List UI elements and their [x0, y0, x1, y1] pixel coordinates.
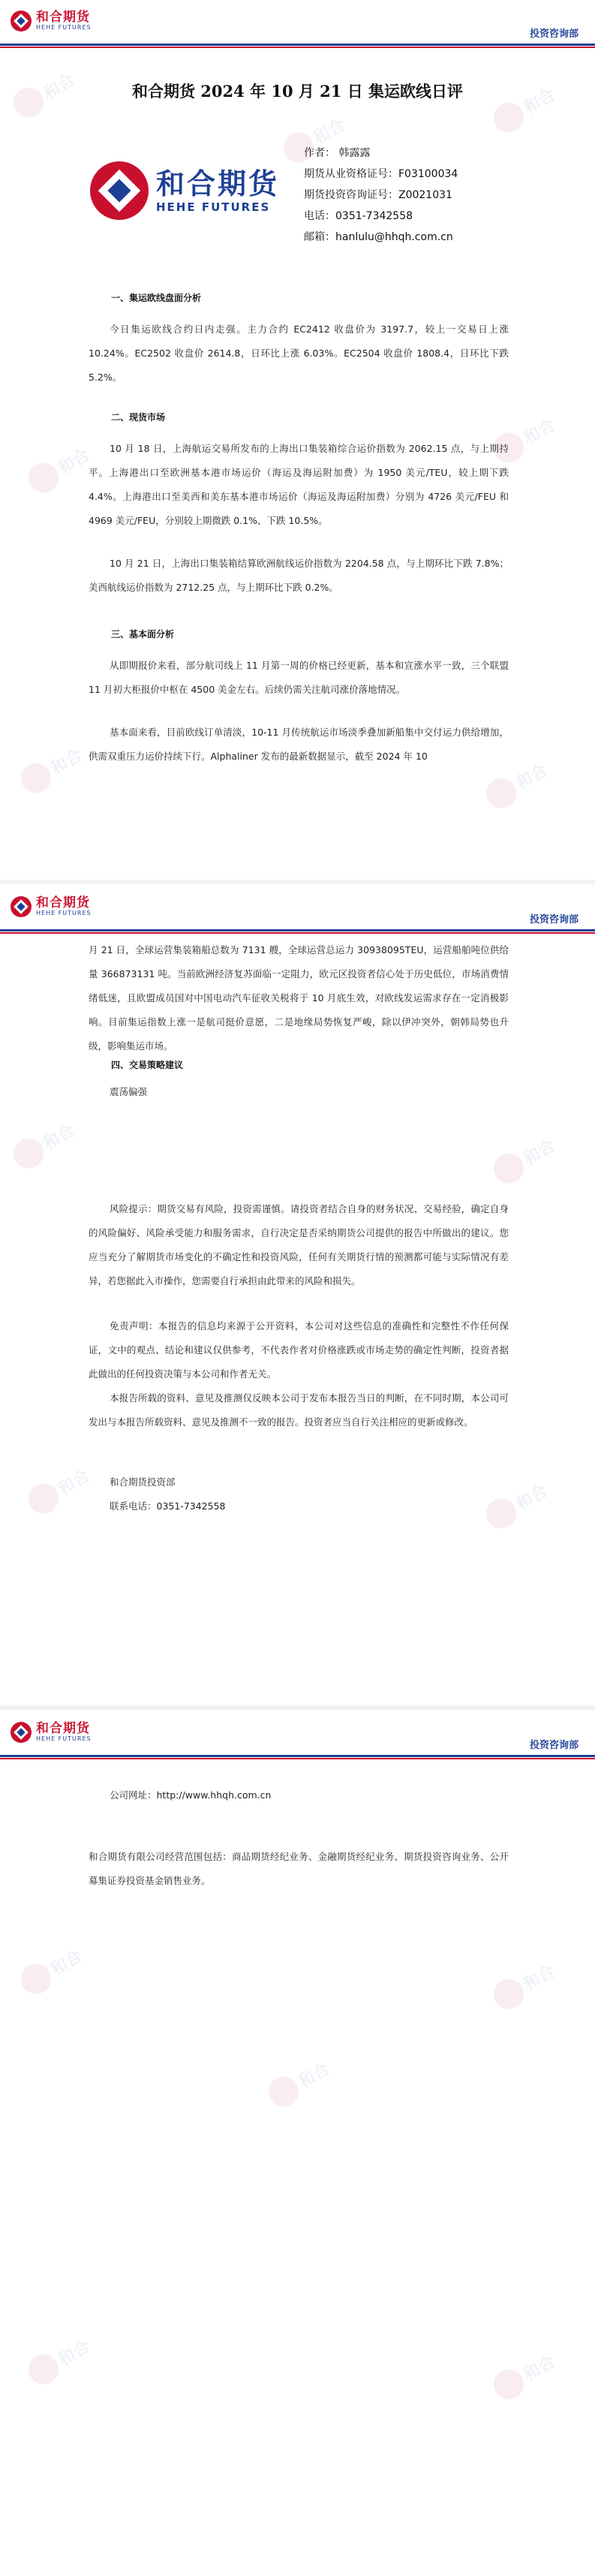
- author-consult-license: 期货投资咨询证号：Z0021031: [304, 189, 452, 201]
- cover-logo: [90, 161, 279, 220]
- section-2-para-1: 10 月 18 日，上海航运交易所发布的上海出口集装箱综合运价指数为 2062.15 点，与上期持平。上海港出口至欧洲基本港市场运价（海运及海运附加费）为 1950 美元/TEU，较上期下跌 4.4%。上海港出口至美西和美东基本港市场运价（海运及海运附加费）分别为 4726 美元/FEU 和 4969 美元/FEU，分别较上期微跌 0.1%、下跌 10.5%。: [89, 443, 509, 526]
- header-dept-label: 投资咨询部: [529, 914, 578, 925]
- header-divider-red: [0, 47, 595, 48]
- author-email: 邮箱：hanlulu@hhqh.com.cn: [304, 231, 453, 243]
- logo-mark-icon: [11, 1722, 32, 1743]
- section-1-para: 今日集运欧线合约日内走强。主力合约 EC2412 收盘价为 3197.7，较上一交易日上涨 10.24%。EC2502 收盘价 2614.8，日环比上涨 6.03%。EC2504 收盘价 1808.4，日环比下跌 5.2%。: [89, 324, 509, 383]
- page-1: [0, 0, 595, 878]
- disclaimer-para-1: 免责声明：本报告的信息均来源于公开资料，本公司对这些信息的准确性和完整性不作任何保证，文中的观点、结论和建议仅供参考，不代表作者对价格涨跌或市场走势的确定性判断，投资者据此做出的任何投资决策与本公司和作者无关。: [89, 1320, 509, 1380]
- header-divider-red: [0, 932, 595, 934]
- header-divider-blue: [0, 44, 595, 46]
- logo-mark-icon: [11, 896, 32, 917]
- contact-phone: 联系电话：0351-7342558: [110, 1500, 226, 1512]
- department-name: 和合期货投资部: [110, 1476, 176, 1488]
- header-dept-label: 投资咨询部: [529, 29, 578, 40]
- section-2-title: 二、现货市场: [111, 412, 166, 423]
- report-title: 和合期货 2024 年 10 月 21 日 集运欧线日评: [131, 82, 464, 101]
- header-brand-cn: 和合期货: [36, 895, 90, 910]
- page-header: [0, 886, 595, 935]
- page-2: [0, 886, 595, 1704]
- cover-logo-en: HEHE FUTURES: [156, 200, 271, 214]
- page-separator: [0, 1705, 595, 1710]
- header-brand-cn: 和合期货: [36, 1721, 90, 1736]
- author-name: 作者： 韩露露: [304, 147, 371, 159]
- section-3-para-2b: 月 21 日，全球运营集装箱船总数为 7131 艘，全球运营总运力 30938095TEU，运营船舶吨位供给量 366873131 吨。当前欧洲经济复苏面临一定阻力，欧元区投资者信心处于历史低位，市场消费情绪低迷，且欧盟成员国对中国电动汽车征收关税将于 10 月底生效，对欧线发运需求存在一定消极影响。目前集运指数上涨一是航司挺价意愿，二是地缘局势恢复严峻，除以伊冲突外，朝韩局势也升级，影响集运市场。: [89, 944, 509, 1052]
- author-license: 期货从业资格证号：F03100034: [304, 168, 458, 180]
- header-logo: [11, 1722, 92, 1743]
- company-website: 公司网址：http://www.hhqh.com.cn: [110, 1789, 272, 1801]
- cover-logo-cn: 和合期货: [156, 167, 280, 200]
- cover-logo-mark-icon: [90, 161, 149, 220]
- author-phone: 电话：0351-7342558: [304, 210, 413, 222]
- page-header: [0, 1711, 595, 1761]
- header-brand-en: HEHE FUTURES: [36, 910, 92, 916]
- header-logo: [11, 896, 92, 917]
- header-logo: [11, 11, 92, 32]
- header-brand-en: HEHE FUTURES: [36, 24, 92, 31]
- header-divider-red: [0, 1758, 595, 1759]
- author-info: [304, 143, 458, 248]
- page-separator: [0, 880, 595, 884]
- page-3: [0, 1711, 595, 2576]
- section-2-para-2: 10 月 21 日，上海出口集装箱结算欧洲航线运价指数为 2204.58 点，与上期环比下跌 7.8%；美西航线运价指数为 2712.25 点，与上期环比下跌 0.2%。: [89, 558, 509, 593]
- business-scope: 和合期货有限公司经营范围包括：商品期货经纪业务、金融期货经纪业务、期货投资咨询业务、公开募集证券投资基金销售业务。: [89, 1851, 509, 1886]
- section-3-para-1: 从即期报价来看，部分航司线上 11 月第一周的价格已经更新，基本和宣涨水平一致，三个联盟 11 月初大柜报价中枢在 4500 美金左右。后续仍需关注航司涨价落地情况。: [89, 660, 509, 695]
- page-header: [0, 0, 595, 50]
- risk-warning: 风险提示：期货交易有风险，投资需谨慎。请投资者结合自身的财务状况、交易经验，确定自身的风险偏好、风险承受能力和服务需求，自行决定是否采纳期货公司提供的报告中所做出的建议。您应当充分了解期货市场变化的不确定性和投资风险，任何有关期货行情的预测都可能与实际情况有差异，若您据此入市操作，您需要自行承担由此带来的风险和损失。: [89, 1203, 509, 1286]
- header-divider-blue: [0, 929, 595, 931]
- section-3-para-2a: 基本面来看，目前欧线订单清淡，10-11 月传统航运市场淡季叠加新船集中交付运力供给增加，供需双重压力运价持续下行。Alphaliner 发布的最新数据显示，截至 2024 年 10: [89, 727, 509, 762]
- logo-mark-icon: [11, 11, 32, 32]
- header-brand-cn: 和合期货: [36, 10, 90, 25]
- section-1-title: 一、集运欧线盘面分析: [111, 293, 202, 303]
- section-4-strategy: 震荡偏强: [110, 1086, 148, 1097]
- section-4-title: 四、交易策略建议: [111, 1060, 184, 1070]
- disclaimer-para-2: 本报告所载的资料、意见及推测仅反映本公司于发布本报告当日的判断，在不同时期，本公司可发出与本报告所载资料、意见及推测不一致的报告。投资者应当自行关注相应的更新或修改。: [89, 1392, 509, 1428]
- section-3-title: 三、基本面分析: [111, 629, 175, 639]
- header-brand-en: HEHE FUTURES: [36, 1735, 92, 1742]
- header-divider-blue: [0, 1755, 595, 1757]
- header-dept-label: 投资咨询部: [529, 1740, 578, 1751]
